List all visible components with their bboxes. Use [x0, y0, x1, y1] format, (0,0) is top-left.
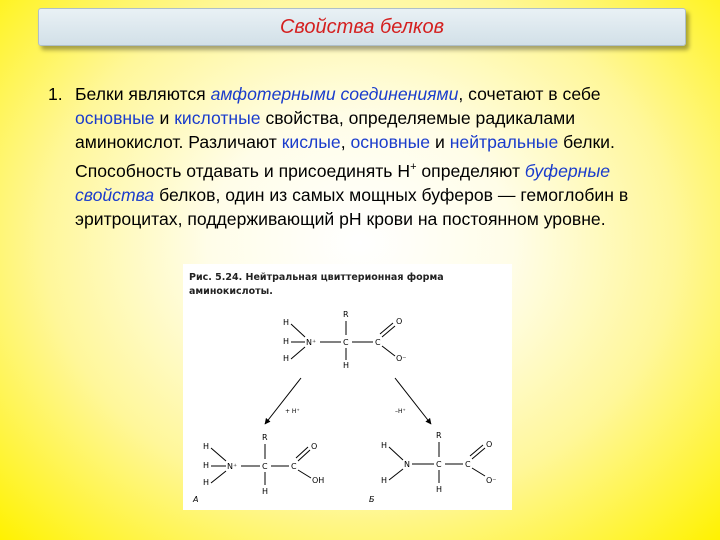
- arrow-left-label: + Н⁺: [285, 408, 300, 415]
- atom-h: H: [381, 441, 388, 450]
- paragraph-segment: и: [430, 132, 450, 153]
- atom-n-plus: N⁺: [306, 338, 317, 347]
- atom-oh: OH: [312, 476, 325, 485]
- paragraph-segment: белков, один из самых мощных буферов — гемоглобин в эритроцитах, поддерживающий рН крови на постоянном уровне.: [75, 184, 629, 229]
- atom-c: C: [465, 460, 471, 469]
- paragraph-segment: , сочетают в себе: [458, 84, 601, 104]
- paragraph-segment: Белки являются: [75, 84, 211, 104]
- atom-n: N: [404, 460, 410, 469]
- atom-r: R: [262, 433, 268, 442]
- atom-h: H: [262, 487, 269, 496]
- atom-h: H: [436, 485, 443, 494]
- atom-h: H: [283, 337, 290, 346]
- atom-o: O: [396, 317, 403, 326]
- atom-h: H: [283, 318, 290, 327]
- paragraph-segment: основные: [350, 132, 431, 153]
- atom-h: H: [203, 478, 210, 487]
- list-number: 1.: [48, 84, 63, 104]
- atom-o-minus: O⁻: [396, 354, 407, 363]
- paragraph-segment: ,: [340, 132, 351, 153]
- atom-r: R: [343, 310, 349, 319]
- atom-o: O: [311, 442, 318, 451]
- atom-c: C: [343, 338, 349, 347]
- atom-c: C: [291, 462, 297, 471]
- paragraph-segment: свойства, определяемые радикалами аминокислот. Различают: [75, 108, 576, 153]
- figure-caption-line1: Рис. 5.24. Нейтральная цвиттерионная форма: [189, 272, 444, 283]
- paragraph-segment: нейтральные: [449, 132, 559, 153]
- atom-h: H: [203, 461, 210, 470]
- slide-body: [48, 82, 678, 231]
- atom-r: R: [436, 431, 442, 440]
- slide-title: Свойства белков: [279, 15, 445, 38]
- amino-acid-figure: [183, 264, 512, 510]
- arrow-left: [265, 378, 301, 424]
- figure-caption-line2: аминокислоты.: [189, 286, 273, 297]
- atom-o-minus: O⁻: [486, 476, 497, 485]
- amino-acid-diagram: [183, 264, 512, 510]
- paragraph-segment: белки. Способность отдавать и присоединять Н: [75, 132, 615, 181]
- slide-title-bar: [38, 8, 686, 46]
- paragraph-text: [75, 82, 678, 231]
- atom-h: H: [283, 354, 290, 363]
- paragraph-segment: кислотные: [174, 108, 261, 129]
- atom-c: C: [375, 338, 381, 347]
- atom-h: H: [381, 476, 388, 485]
- anion-structure: [369, 431, 497, 504]
- paragraph-segment: буферные свойства: [75, 160, 611, 205]
- paragraph-segment: +: [410, 160, 417, 173]
- atom-c: C: [262, 462, 268, 471]
- arrow-right-label: –Н⁺: [395, 408, 406, 415]
- paragraph-segment: определяют: [416, 160, 525, 181]
- atom-o: O: [486, 440, 493, 449]
- atom-n-plus: N⁺: [227, 462, 238, 471]
- paragraph-segment: амфотерными соединениями: [210, 84, 459, 104]
- atom-c: C: [436, 460, 442, 469]
- atom-h: H: [343, 361, 350, 370]
- cation-structure: [192, 433, 324, 504]
- atom-h: H: [203, 442, 210, 451]
- paragraph-segment: и: [154, 108, 175, 129]
- paragraph-segment: основные: [75, 108, 155, 129]
- panel-a-label: А: [193, 495, 199, 504]
- zwitterion-structure: [283, 310, 407, 370]
- paragraph-segment: кислые: [281, 132, 341, 153]
- panel-b-label: Б: [369, 495, 375, 504]
- arrow-right: [395, 378, 431, 424]
